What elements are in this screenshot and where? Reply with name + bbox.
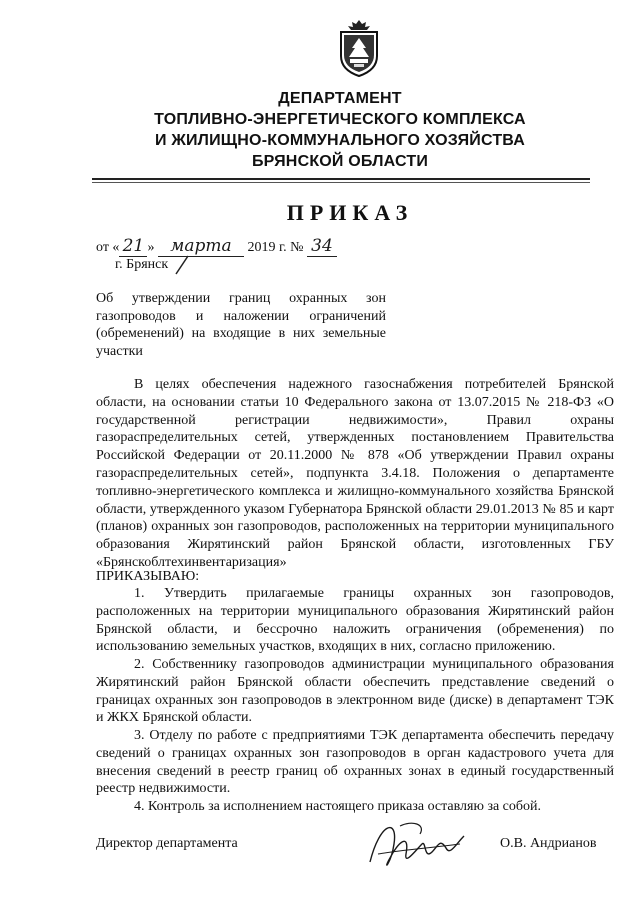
header-line-3: И ЖИЛИЩНО-КОММУНАЛЬНОГО ХОЗЯЙСТВА: [154, 132, 526, 149]
signatory-name: О.В. Андрианов: [500, 836, 597, 851]
date-quote-close: »: [147, 240, 155, 255]
order-item-3: 3. Отделу по работе с предприятиями ТЭК департамента обеспечить передачу сведений о границах охранных зон газопроводов в орган кадастрового учета для внесения сведений в реестр границ об охранных зонах в единый государственный реестр недвижимости.: [96, 728, 614, 797]
date-prefix: от «: [96, 240, 120, 255]
order-item-4: 4. Контроль за исполнением настоящего приказа оставляю за собой.: [134, 799, 542, 814]
hand-slash-mark: [170, 254, 192, 276]
handwritten-signature: [360, 814, 480, 876]
signatory-position: Директор департамента: [96, 836, 238, 851]
city: г. Брянск: [115, 257, 169, 272]
order-word: ПРИКАЗЫВАЮ:: [96, 569, 200, 584]
coat-of-arms-icon: [336, 18, 382, 78]
header-line-2: ТОПЛИВНО-ЭНЕРГЕТИЧЕСКОГО КОМПЛЕКСА: [154, 111, 526, 128]
date-line: [96, 236, 337, 257]
date-year: 2019 г.: [247, 240, 287, 255]
order-item-2: 2. Собственнику газопроводов администрации муниципального образования Жирятинский район Брянской области обеспечить представление сведений о границах охранных зон газопроводов в электронном виде (диске) в департамент ТЭК и ЖКХ Брянской области.: [96, 657, 614, 726]
number-label: №: [290, 240, 304, 255]
document-title: ПРИКАЗ: [286, 200, 414, 225]
date-month: марта: [158, 236, 244, 257]
header-divider: [92, 178, 590, 180]
date-day: 21: [119, 236, 147, 257]
subject: Об утверждении границ охранных зон газопроводов и наложении ограничений (обременений) на входящие в них земельные участки: [96, 291, 386, 359]
header-line-4: БРЯНСКОЙ ОБЛАСТИ: [251, 153, 429, 170]
header-divider-thin: [92, 182, 590, 183]
order-item-1: 1. Утвердить прилагаемые границы охранных зон газопроводов, расположенных на территории муниципального образования Жирятинский район Брянской области, и бессрочно наложить ограничения (обременения) по использованию земельных участков, входящих в них, согласно приложению.: [96, 586, 614, 655]
header-line-1: ДЕПАРТАМЕНТ: [278, 90, 402, 107]
preamble-paragraph: В целях обеспечения надежного газоснабжения потребителей Брянской области, на основании статьи 10 Федерального закона от 13.07.2015 № 218-ФЗ «О государственной регистрации недвижимости», Правил охраны газораспределительных сетей, утвержденных постановлением Правительства Российской Федерации от 20.11.2000 № 878 «Об утверждении Правил охраны газораспределительных сетей», подпункта 3.4.18. Положения о департаменте топливно-энергетического комплекса и жилищно-коммунального хозяйства Брянской области, утвержденного указом Губернатора Брянской области 29.01.2013 № 85 и карт (планов) охранных зон газопроводов, расположенных на территории муниципального образования Жирятинский район Брянской области, изготовленных ГБУ «Брянскоблтехинвентаризация»: [96, 377, 614, 570]
document-number: 34: [307, 236, 337, 257]
